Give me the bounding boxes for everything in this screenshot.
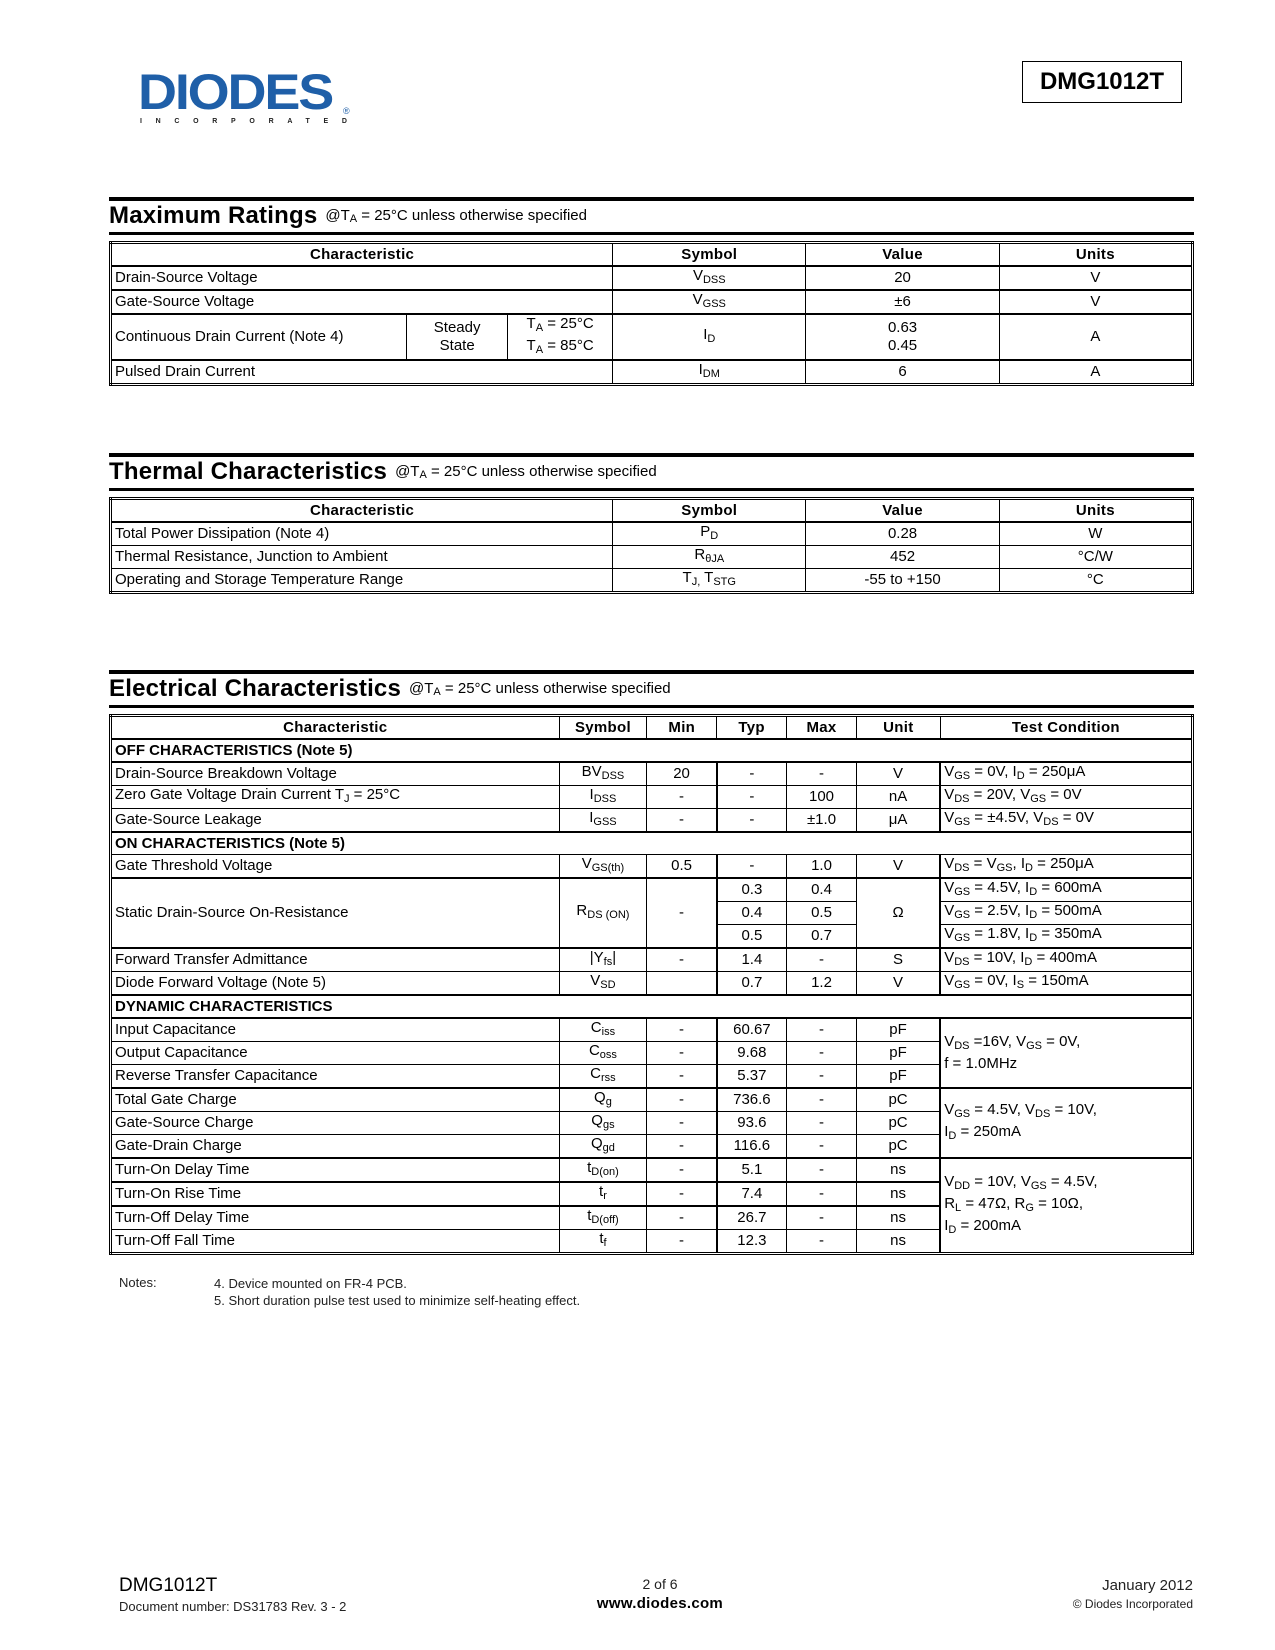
section-rule xyxy=(109,232,1194,235)
table-row: Turn-Off Fall Time $t_f$ - 12.3 - ns xyxy=(111,1230,1193,1254)
note-item: 5. Short duration pulse test used to minimize self-heating effect. xyxy=(214,1293,581,1308)
notes-list xyxy=(214,1275,580,1309)
section-title: Thermal Characteristics xyxy=(109,458,388,485)
gate-charge-test-condition: $V_{GS} = 4.5V$, $V_{DS} = 10V$, $I_D = 250mA$ xyxy=(940,1088,1192,1158)
table-row: 0.4 0.5 $V_{GS} = 2.5V$, $I_D = 500mA$ xyxy=(111,902,1193,925)
page-number: 2 of 6 xyxy=(642,1576,678,1592)
table-row: Zero Gate Voltage Drain Current $T_J = 25^\circ C$ $I_{DSS}$ - - 100 nA $V_{DS} = 20V$, $V_{GS} = 0V$ xyxy=(111,786,1193,809)
table-row: Diode Forward Voltage (Note 5) $V_{SD}$ 0.7 1.2 V $V_{GS} = 0V$, $I_S = 150mA$ xyxy=(111,972,1193,996)
table-header-row: Characteristic Symbol Min Typ Max Unit Test Condition xyxy=(111,716,1193,740)
table-row: Turn-On Delay Time $t_{D(on)}$ - 5.1 - ns $V_{DD} = 10V$, $V_{GS} = 4.5V$, $R_L = 47\Omega$, $R_G = 10\Omega$, $I_D = 200mA$ xyxy=(111,1158,1193,1182)
diodes-logo xyxy=(138,64,361,125)
table-row: Turn-Off Delay Time $t_{D(off)}$ - 26.7 - ns xyxy=(111,1206,1193,1230)
table-row: 0.5 0.7 $V_{GS} = 1.8V$, $I_D = 350mA$ xyxy=(111,925,1193,949)
table-row: Continuous Drain Current (Note 4) Steady State $T_A = 25^\circ C$ $T_A = 85^\circ C$ $I_D$ 0.63 0.45 A xyxy=(111,314,1193,360)
section-title: Electrical Characteristics xyxy=(109,675,402,702)
registered-mark: ® xyxy=(343,106,350,116)
table-header-row: Characteristic Symbol Value Units xyxy=(111,243,1193,267)
note-item: 4. Device mounted on FR-4 PCB. xyxy=(214,1276,407,1291)
electrical-characteristics-section xyxy=(109,670,1194,1255)
notes-label: Notes: xyxy=(119,1275,157,1290)
table-row: Drain-Source Breakdown Voltage $BV_{DSS}$ 20 - - V $V_{GS} = 0V$, $I_D = 250\mu A$ xyxy=(111,762,1193,786)
document-date: January 2012 xyxy=(1102,1577,1193,1594)
maximum-ratings-section xyxy=(109,197,1194,386)
footer-right xyxy=(1073,1577,1193,1611)
footer-center xyxy=(540,1576,780,1612)
switching-test-condition: $V_{DD} = 10V$, $V_{GS} = 4.5V$, $R_L = 47\Omega$, $R_G = 10\Omega$, $I_D = 200mA$ xyxy=(940,1158,1192,1254)
table-row: Gate-Source Leakage $I_{GSS}$ - - ±1.0 μA $V_{GS} = \pm 4.5V$, $V_{DS} = 0V$ xyxy=(111,809,1193,833)
table-row: Gate Threshold Voltage $V_{GS(th)}$ 0.5 - 1.0 V $V_{DS} = V_{GS}$, $I_D = 250\mu A$ xyxy=(111,855,1193,879)
document-number: Document number: DS31783 Rev. 3 - 2 xyxy=(119,1599,347,1614)
table-row: Gate-Source Voltage $V_{GSS}$ ±6 V xyxy=(111,290,1193,314)
capacitance-test-condition: $V_{DS} =16V$, $V_{GS} = 0V$, f = 1.0MHz xyxy=(940,1018,1192,1088)
table-row: Drain-Source Voltage $V_{DSS}$ 20 V xyxy=(111,266,1193,290)
section-title: Maximum Ratings xyxy=(109,202,318,229)
section-condition: $@T_A = 25^\circ C$ unless otherwise specified xyxy=(409,680,671,698)
section-condition: $@T_A = 25^\circ C$ unless otherwise specified xyxy=(395,463,657,481)
website-link[interactable]: www.diodes.com xyxy=(596,1595,724,1612)
table-row: Total Gate Charge $Q_g$ - 736.6 - pC $V_{GS} = 4.5V$, $V_{DS} = 10V$, $I_D = 250mA$ xyxy=(111,1088,1193,1112)
table-row: Operating and Storage Temperature Range $T_{J,}$ $T_{STG}$ -55 to +150 °C xyxy=(111,569,1193,593)
thermal-table xyxy=(109,497,1194,594)
section-heading xyxy=(109,457,1194,488)
table-row: Input Capacitance $C_{iss}$ - 60.67 - pF $V_{DS} =16V$, $V_{GS} = 0V$, f = 1.0MHz xyxy=(111,1018,1193,1042)
group-row: ON CHARACTERISTICS (Note 5) xyxy=(111,832,1193,855)
table-row: Thermal Resistance, Junction to Ambient $R_{\theta JA}$ 452 °C/W xyxy=(111,546,1193,569)
section-heading xyxy=(109,201,1194,232)
table-row: Reverse Transfer Capacitance $C_{rss}$ - 5.37 - pF xyxy=(111,1065,1193,1089)
footer-part-number: DMG1012T xyxy=(119,1575,218,1596)
section-heading xyxy=(109,674,1194,705)
section-rule xyxy=(109,488,1194,491)
table-row: Pulsed Drain Current $I_{DM}$ 6 A xyxy=(111,360,1193,385)
table-row: Total Power Dissipation (Note 4) $P_D$ 0.28 W xyxy=(111,522,1193,546)
footer-left xyxy=(119,1575,346,1614)
logo-wordmark: DIODES xyxy=(138,64,333,120)
maximum-ratings-table xyxy=(109,241,1194,386)
section-condition: $@T_A = 25^\circ C$ unless otherwise specified xyxy=(325,207,587,225)
table-row: Gate-Source Charge $Q_{gs}$ - 93.6 - pC xyxy=(111,1112,1193,1135)
table-row: Static Drain-Source On-Resistance $R_{DS (ON)}$ - 0.3 0.4 Ω $V_{GS} = 4.5V$, $I_D = 600mA$ xyxy=(111,878,1193,902)
table-header-row: Characteristic Symbol Value Units xyxy=(111,499,1193,523)
thermal-characteristics-section xyxy=(109,453,1194,594)
table-row: Output Capacitance $C_{oss}$ - 9.68 - pF xyxy=(111,1042,1193,1065)
group-row: DYNAMIC CHARACTERISTICS xyxy=(111,995,1193,1018)
group-row: OFF CHARACTERISTICS (Note 5) xyxy=(111,739,1193,762)
part-number-box: DMG1012T xyxy=(1022,61,1182,103)
table-row: Gate-Drain Charge $Q_{gd}$ - 116.6 - pC xyxy=(111,1135,1193,1159)
table-row: Forward Transfer Admittance $|Y_{fs}|$ - 1.4 - S $V_{DS} = 10V$, $I_D = 400mA$ xyxy=(111,948,1193,972)
copyright: © Diodes Incorporated xyxy=(1072,1597,1193,1611)
logo-subtext: INCORPORATED xyxy=(140,118,361,125)
table-row: Turn-On Rise Time $t_r$ - 7.4 - ns xyxy=(111,1182,1193,1206)
electrical-table xyxy=(109,714,1194,1255)
section-rule xyxy=(109,705,1194,708)
